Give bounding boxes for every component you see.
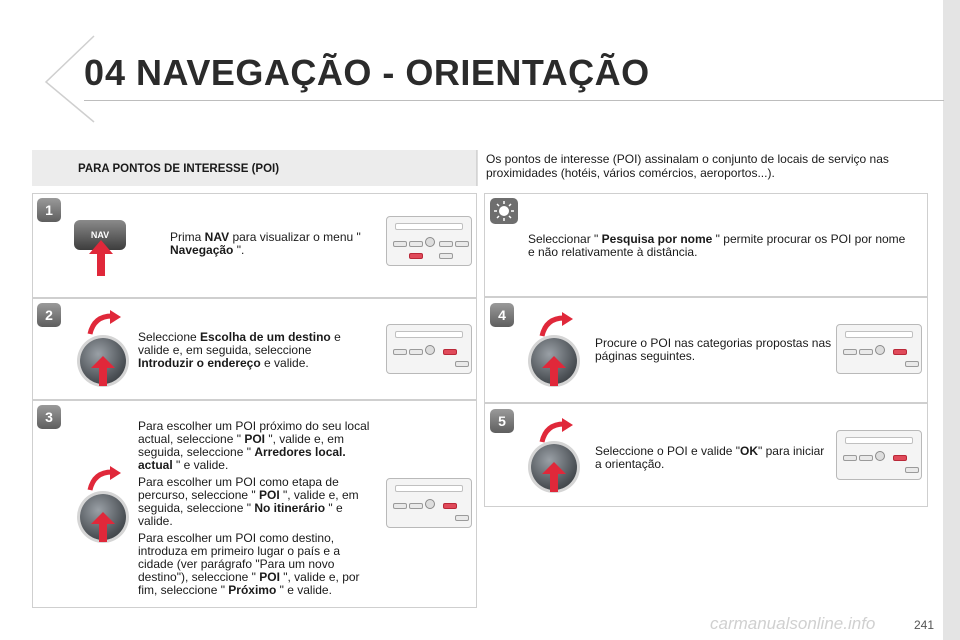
- press-arrow-icon: [90, 512, 116, 542]
- lightbulb-icon: [490, 198, 518, 224]
- section-header: [32, 150, 477, 186]
- nav-button-icon: NAV: [74, 220, 126, 250]
- section-title: PARA PONTOS DE INTERESSE (POI): [78, 163, 280, 175]
- step-4-text: Procure o POI nas categorias propostas nas páginas seguintes.: [595, 336, 832, 363]
- radio-panel-image: [384, 316, 472, 382]
- step-3-paragraph-2: Para escolher um POI como etapa de percurso, seleccione " POI ", valide e, em seguida, seleccione " No itinerário " e valide.: [138, 475, 359, 528]
- title-divider: [84, 100, 944, 101]
- chapter-number: 04: [84, 52, 127, 93]
- right-rail: [943, 0, 960, 640]
- rotate-arrow-icon: [86, 466, 122, 494]
- radio-panel-image: [384, 470, 472, 536]
- step-3-badge: 3: [37, 405, 61, 429]
- section-intro: Os pontos de interesse (POI) assinalam o conjunto de locais de serviço nas proximidades (hotéis, vários comércios, aeroportos...).: [486, 152, 889, 180]
- press-arrow-icon: [90, 356, 116, 386]
- radio-panel-image: [836, 316, 924, 382]
- step-1-text: Prima NAV para visualizar o menu " Navegação ".: [170, 230, 361, 257]
- press-arrow-icon: [541, 462, 567, 492]
- press-arrow-icon: [88, 240, 114, 276]
- page-title: NAVEGAÇÃO - ORIENTAÇÃO: [136, 52, 650, 93]
- radio-panel-image: [836, 422, 924, 488]
- step-4-badge: 4: [490, 303, 514, 327]
- press-arrow-icon: [541, 356, 567, 386]
- watermark: carmanualsonline.info: [710, 614, 876, 633]
- step-1-badge: 1: [37, 198, 61, 222]
- radio-panel-image: [384, 208, 472, 274]
- step-5-badge: 5: [490, 409, 514, 433]
- page-number: 241: [914, 618, 935, 632]
- tip-text: Seleccionar " Pesquisa por nome " permite procurar os POI por nome e não relativamente à distância.: [528, 232, 906, 259]
- step-3-paragraph-1: Para escolher um POI próximo do seu local actual, seleccione " POI ", valide e, em seguida, seleccione " Arredores local. actual " e valide.: [138, 419, 370, 472]
- rotate-arrow-icon: [538, 418, 574, 446]
- step-2-badge: 2: [37, 303, 61, 327]
- step-5-text: Seleccione o POI e valide "OK" para iniciar a orientação.: [595, 444, 825, 471]
- rotate-arrow-icon: [86, 310, 122, 338]
- step-2-text: Seleccione Escolha de um destino e valide e, em seguida, seleccione Introduzir o endereço e valide.: [138, 330, 341, 370]
- step-3-text: [138, 420, 370, 601]
- section-header-slant: [430, 150, 486, 190]
- step-3-paragraph-3: Para escolher um POI como destino, introduza em primeiro lugar o país e a cidade (ver parágrafo "Para um novo destino"), seleccione " POI ", valide e, por fim, seleccione " Próximo " e valide.: [138, 531, 360, 597]
- rotate-arrow-icon: [538, 312, 574, 340]
